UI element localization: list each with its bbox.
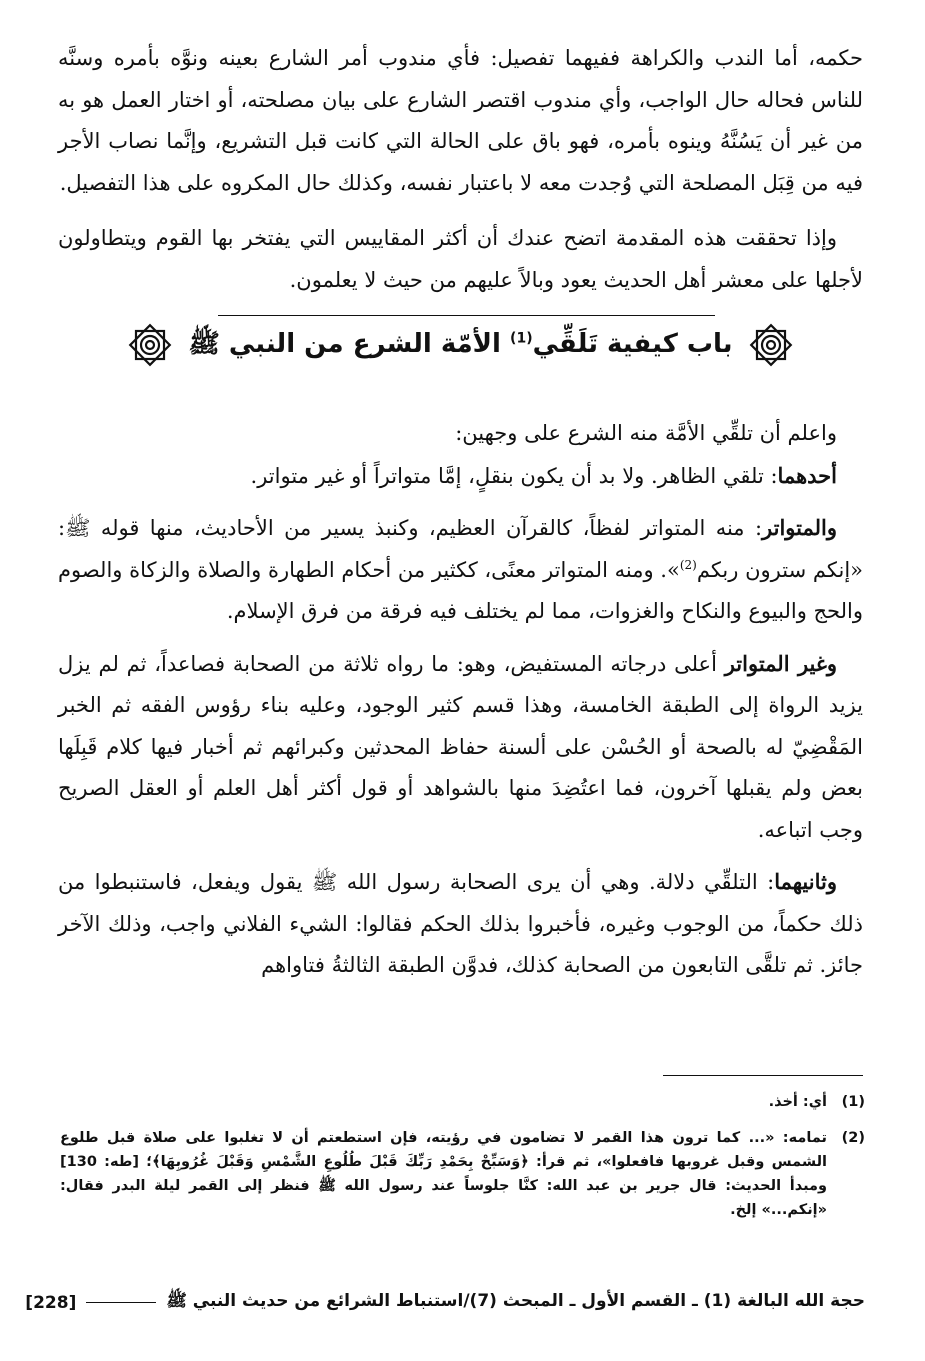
term-mutawatir: والمتواتر (762, 515, 837, 540)
paragraph-7-text: : التلقِّي دلالة. وهي أن يرى الصحابة رسول الله ﷺ يقول ويفعل، فاستنبطوا من ذلك حكماً، من الوجوب وغيره، فأخبروا بذلك الحكم فقالوا: الشيء الفلاني واجب، وذلك الآخر جائز. ثم تلقَّى التابعون من الصحابة كذلك، فدوَّن الطبقة الثالثةُ فتاواهم (58, 870, 863, 977)
paragraph-4-text: : تلقي الظاهر. ولا بد أن يكون بنقلٍ، إمَّا متواتراً أو غير متواتر. (250, 463, 778, 488)
paragraph-7 (58, 861, 863, 987)
chapter-heading (58, 321, 863, 369)
footnote-ref-2[interactable]: (2) (679, 557, 697, 572)
chapter-title (188, 324, 732, 366)
paragraph-1: حكمه، أما الندب والكراهة ففيهما تفصيل: فأي مندوب أمر الشارع بعينه ونوَّه بأمره وسنَّه للناس فحاله حال الواجب، وأي مندوب اقتصر الشارع على بيان مصلحته، أو اختار العمل هو به من غير أن يَسُنَّهُ وينوه بأمره، فهو باق على الحالة التي كانت قبل التشريع، وإنَّما نصاب الأجر فيه من قِبَل المصلحة التي وُجدت معه لا باعتبار نفسه، وكذلك حال المكروه على هذا التفصيل. (58, 46, 863, 195)
main-text (58, 38, 863, 987)
footnote-ref-1[interactable]: (1) (510, 330, 533, 347)
footer-dash (86, 1302, 156, 1303)
footnotes (60, 1090, 865, 1234)
running-footer (25, 1290, 865, 1315)
footnote-number: (1) (841, 1094, 865, 1110)
paragraph-4 (58, 455, 863, 498)
term-non-mutawatir: وغير المتواتر (724, 650, 837, 676)
chapter-title-part-2: الأمّة الشرع من النبي ﷺ (188, 329, 501, 360)
footnote-item (60, 1090, 865, 1114)
footnote-text: تمامه: «... كما ترون هذا القمر لا تضامون في رؤيته، فإن استطعتم أن لا تغلبوا على صلاة قبل طلوع الشمس وقبل غروبها فافعلوا»، ثم قرأ: ﴿وَسَبِّحْ بِحَمْدِ رَبِّكَ قَبْلَ طُلُوعِ الشَّمْسِ وَقَبْلَ غُرُوبِهَا﴾؛ [طه: 130] ومبدأ الحديث: قال جرير بن عبد الله: كنَّا جلوساً عند رسول الله ﷺ فنظر إلى القمر ليلة البدر فقال: «إنكم...» إلخ. (60, 1130, 827, 1218)
star-ornament-icon (747, 321, 795, 369)
paragraph-5-text-b: ». ومنه المتواتر معنًى، ككثير من أحكام الطهارة والصلاة والزكاة والصوم والحج والبيوع والنكاح والغزوات، مما لم يختلف فيه فرقة من فرق الإسلام. (58, 557, 863, 623)
term-second: وثانيهما (774, 869, 837, 894)
chapter-heading-block (58, 307, 863, 403)
chapter-title-part-1: باب كيفية تَلَقِّي (532, 329, 733, 360)
term-first: أحدهما (777, 462, 837, 488)
paragraph-6 (58, 643, 863, 852)
star-ornament-icon (126, 321, 174, 369)
paragraph-6-text: أعلى درجاته المستفيض، وهو: ما رواه ثلاثة من الصحابة فصاعداً، ثم لم يزل يزيد الرواة إلى الطبقة الخامسة، وهذا قسم كثير الوجود، وعليه بناء رؤوس الفقه ثم الخبر المَقْضِيّ له بالصحة أو الحُسْن على ألسنة حفاظ المحدثين وكبرائهم ثم أخبار فيها كلام قَبِلَها بعض ولم يقبلها آخرون، فما اعتُضِدَ منها بالشواهد أو قول أكثر أهل العلم أو العقل الصريح وجب اتباعه. (58, 651, 863, 842)
heading-rule (218, 315, 715, 316)
paragraph-2: وإذا تحققت هذه المقدمة اتضح عندك أن أكثر المقاييس التي يفتخر بها القوم ويتطاولون لأجلها على معشر أهل الحديث يعود وبالاً عليهم من حيث لا يعلمون. (58, 226, 863, 292)
footnote-separator (663, 1075, 863, 1076)
footnote-item (60, 1126, 865, 1222)
footnote-number: (2) (841, 1130, 865, 1146)
paragraph-5 (58, 507, 863, 633)
page-number: [228] (25, 1292, 77, 1313)
footnote-text: أي: أخذ. (768, 1094, 827, 1110)
paragraph-3: واعلم أن تلقِّي الأمَّة منه الشرع على وجهين: (455, 421, 837, 445)
running-footer-title: حجة الله البالغة (1) ـ القسم الأول ـ المبحث (7)/استنباط الشرائع من حديث النبي ﷺ (166, 1291, 865, 1311)
paragraph-5-text-a: : منه المتواتر لفظاً، كالقرآن العظيم، وكنبذ يسير من الأحاديث، منها قوله ﷺ: «إنكم سترون ربكم (58, 516, 864, 582)
